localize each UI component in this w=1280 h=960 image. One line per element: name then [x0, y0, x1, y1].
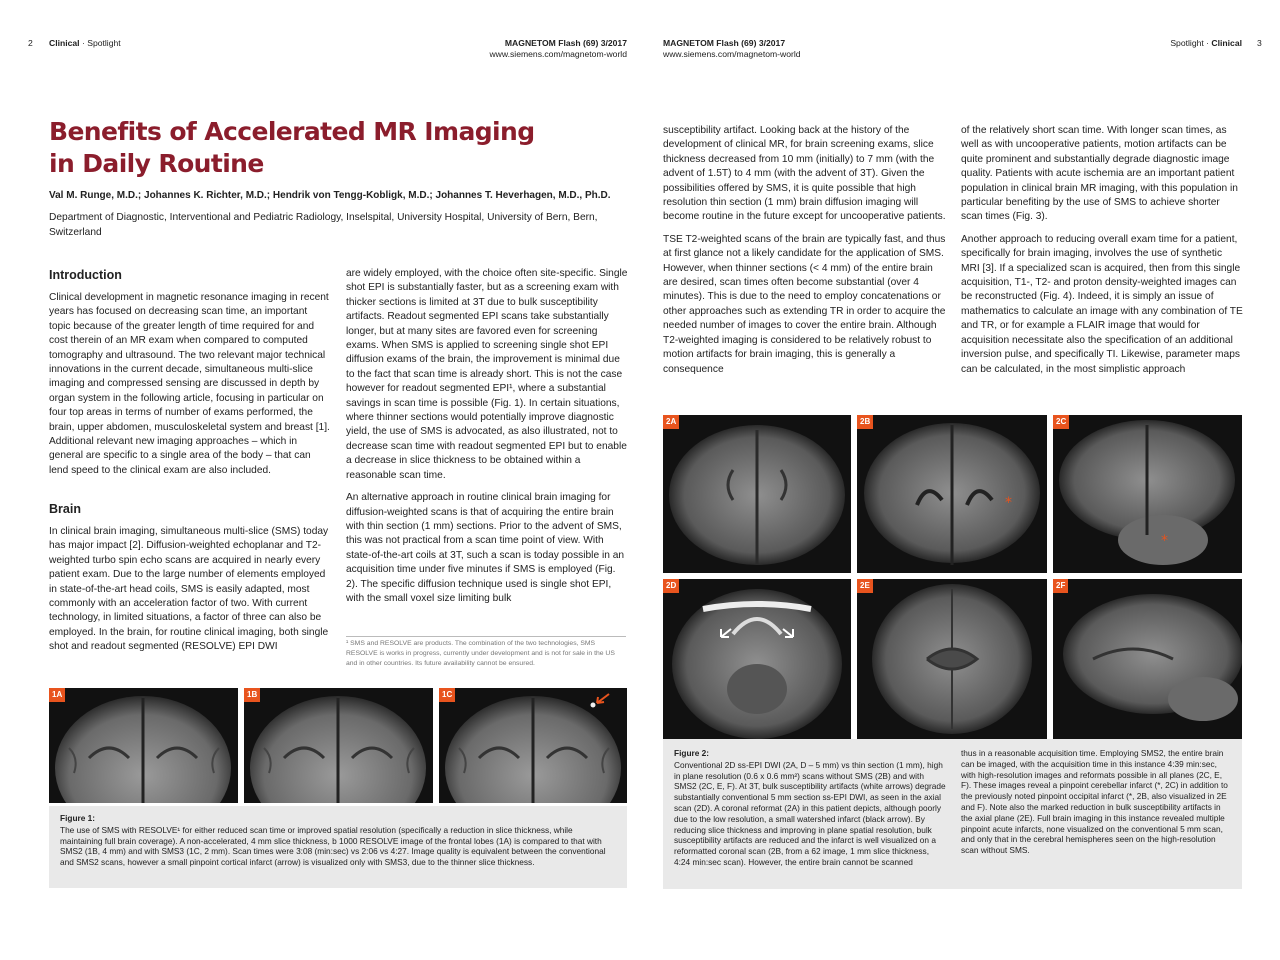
figure-2d-image — [663, 579, 851, 739]
magazine-title: MAGNETOM Flash (69) 3/2017 — [663, 38, 786, 48]
magazine-url[interactable]: www.siemens.com/magnetom-world — [489, 49, 627, 59]
figure-label: 2E — [857, 579, 873, 593]
section-clinical: Clinical — [49, 38, 80, 48]
figure-label: 2C — [1053, 415, 1069, 429]
section-spotlight: Spotlight — [1170, 38, 1204, 48]
figure-1b-image — [244, 688, 433, 803]
brain-paragraph: In clinical brain imaging, simultaneous multi-slice (SMS) today has major impact [2]. Diffusion-weighted echoplanar and T2-weighted turbo spin echo scans are acquired in nearly every patient exam. Due to the large number of elements employed in state-of-the-art head coils, SMS is easily adapted, most commonly with an acceleration factor of two. With current technology, in limited situations, a factor of three can also be employed. In the brain, for routine clinical imaging, both single shot and readout segmented (RESOLVE) EPI DWI — [49, 526, 329, 653]
article-title: Benefits of Accelerated MR Imaging in Daily Routine — [49, 117, 535, 178]
figure-label: 2D — [663, 579, 679, 593]
figure-2a-image — [663, 415, 851, 573]
left-magazine-info — [420, 38, 627, 60]
infarct-marker-icon: * — [1161, 533, 1168, 549]
brain-heading: Brain — [49, 502, 81, 516]
right-page-number: 3 — [1257, 38, 1262, 48]
article-authors: Val M. Runge, M.D.; Johannes K. Richter, M.D.; Hendrik von Tengg-Kobligk, M.D.; Johannes T. Heverhagen, M.D., Ph.D. — [49, 190, 611, 201]
figure-label: 1B — [244, 688, 260, 702]
figure-2c-image — [1053, 415, 1242, 573]
figure-label: 2A — [663, 415, 679, 429]
col4-paragraph-1: of the relatively short scan time. With longer scan times, as well as with uncooperative patients, motion artifacts can be quite prominent and substantially degrade diagnostic image quality. Patients with acute ischemia are an important patient population in clinical brain MR imaging, with this population in particular benefiting by the use of SMS to achieve shorter scan times (Fig. 3). — [961, 125, 1238, 223]
intro-heading: Introduction — [49, 268, 122, 282]
figure-2-caption-left: Figure 2: Conventional 2D ss-EPI DWI (2A, D – 5 mm) vs thin section (1 mm), high in plane resolution (0.6 x 0.6 mm²) scans without SMS (2B) and with SMS2 (2C, E, F). At 3T, bulk susceptibility artifacts (white arrows) degrade substantially conventional 5 mm section ss-EPI DWI, as seen in the axial scan (2D). A coronal reformat (2A) in this patient depicts, although poorly due to the low resolution, a small watershed infarct (black arrow). By reducing slice thickness and improving in plane spatial resolution, bulk susceptibility artifacts are reduced and the infarct is well visualized on a reformatted coronal scan (2B, from a 62 image, 1 mm slice thickness, 4:24 min:sec scan). However, the entire brain cannot be scanned — [674, 748, 946, 867]
col2-paragraph-2: An alternative approach in routine clinical brain imaging for diffusion-weighted scans is that of acquiring the entire brain with thin section (1 mm) sections. Prior to the advent of SMS, this was not practical from a scan time point of view. With state-of-the-art coils at 3T, such a scan is today possible in an acquisition time under five minutes if SMS is employed (Fig. 2). The specific diffusion technique used is single shot EPI, with the small voxel size limiting bulk — [346, 492, 625, 604]
left-section-label: Clinical · Spotlight — [49, 38, 121, 48]
figure-2e-image — [857, 579, 1047, 739]
figure-label: 1A — [49, 688, 65, 702]
intro-paragraph: Clinical development in magnetic resonance imaging in recent years has focused on decreasing scan time, an important topic because of the greater length of time required for and cost therein of an MR exam when compared to computed tomography and ultrasound. The two relevant major technical innovations in the current decade, simultaneous multi-slice imaging and compressed sensing are discussed in depth by organ system in the following article, focusing in particular on four top areas in terms of number of exams performed, the brain, upper abdomen, musculoskeletal system and breast [1]. Additional relevant new imaging approaches – which in general are specific to a single area of the body – that can lend speed to the clinical exam are also included. — [49, 292, 330, 476]
infarct-arrow-icon — [597, 694, 609, 703]
section-spotlight: Spotlight — [87, 38, 121, 48]
col3-paragraph-2: TSE T2-weighted scans of the brain are typically fast, and thus at first glance not a likely candidate for the application of SMS. However, when thinner sections (< 4 mm) of the entire brain are desired, scan times often become substantial (over 4 minutes). This is due to the need to employ concatenations or other approaches such as extending TR in order to acquire the needed number of images to cover the entire brain. Although T2-weighted imaging is considered to be relatively robust to motion artifacts for brain imaging, this is generally a consequence — [663, 233, 946, 375]
figure-label: 2F — [1053, 579, 1068, 593]
section-clinical: Clinical — [1211, 38, 1242, 48]
col2-paragraph-1: are widely employed, with the choice often site-specific. Single shot EPI is substantially faster, but as a screening exam with thicker sections is limited at 3T due to bulk susceptibility artifacts. Readout segmented EPI scans take substantially longer, but at many sites are favored even for screening exams. When SMS is applied to screening single shot EPI diffusion exams of the brain, the improvement is minimal due to the fact that scan time is already short. This is not the case however for readout segmented EPI¹, where a substantial savings in scan time is possible (Fig. 1). In certain situations, where thinner sections would potentially improve diagnostic yield, the use of SMS is advocated, as also illustrated, not to decrease scan time with readout segmented EPI but to enable a decrease in slice thickness to be obtained within a reasonable scan time. — [346, 268, 628, 481]
left-page-number: 2 — [28, 38, 33, 48]
col2-text — [346, 267, 628, 614]
figure-1-caption-box — [49, 806, 627, 888]
figure-2-caption-box — [663, 739, 1242, 889]
magazine-title: MAGNETOM Flash (69) 3/2017 — [504, 38, 627, 48]
magazine-url[interactable]: www.siemens.com/magnetom-world — [663, 49, 801, 59]
figure-1-caption: Figure 1: The use of SMS with RESOLVE¹ for either reduced scan time or improved spatial resolution (specifically a reduction in slice thickness, while maintaining full brain coverage). A non-accelerated, 4 mm slice thickness, b 1000 RESOLVE image of the frontal lobes (1A) is compared to that with SMS2 (1B, 4 mm) and with SMS3 (1C, 2 mm). Scan times were 3:08 (min:sec) vs 2:06 vs 4:27. Image quality is equivalent between the conventional and SMS2 scans, however a small pinpoint cortical infarct (arrow) is visualized only with SMS3, due to the thinner slice thickness. — [60, 813, 610, 868]
figure-label: 2B — [857, 415, 873, 429]
figure-1-caption-title: Figure 1: — [60, 813, 96, 823]
figure-2-caption-title: Figure 2: — [674, 748, 710, 758]
footnote: ¹ SMS and RESOLVE are products. The combination of the two technologies, SMS RESOLVE is works in progress, currently under development and is not for sale in the US and in other countries. Its future availability cannot be ensured. — [346, 636, 626, 669]
figure-label: 1C — [439, 688, 455, 702]
figure-2b-image — [857, 415, 1047, 573]
col4-text — [961, 124, 1243, 385]
col3-paragraph-1: susceptibility artifact. Looking back at the history of the development of clinical MR, for brain screening exams, slice thickness decreased from 10 mm (initially) to 7 mm (with the advent of 1.5T) to 4 mm (with the advent of 3T). Given the possibilities offered by SMS, it is quite possible that high resolution thin section (1 mm) brain diffusion imaging will become routine in the future except for uncooperative patients. — [663, 125, 946, 223]
infarct-marker-icon: * — [1005, 495, 1012, 511]
right-magazine-info — [663, 38, 883, 60]
figure-1a-image — [49, 688, 238, 803]
col3-text — [663, 124, 947, 385]
figure-2f-image — [1053, 579, 1242, 739]
article-affiliation: Department of Diagnostic, Interventional and Pediatric Radiology, Inselspital, University Hospital, University of Bern, Bern, Switzerland — [49, 212, 598, 238]
figure-1c-image — [439, 688, 627, 803]
figure-2-caption-right: thus in a reasonable acquisition time. Employing SMS2, the entire brain can be imaged, with the acquisition time in this instance 4:39 min:sec, with high-resolution images and reformats possible in all planes (2C, E, F). These images reveal a pinpoint cerebellar infarct (*, 2C) in addition to the previously noted pinpoint occipital infarct (*, 2B, also visualized in 2E and F). Note also the marked reduction in bulk susceptibility artifacts in the axial plane (2E). Full brain imaging in this instance revealed multiple pinpoint acute infarcts, none visualized on the conventional 5 mm scan, and only that in the cerebral hemispheres seen on the high-resolution scan without SMS. — [961, 748, 1228, 856]
right-section-label: Spotlight · Clinical — [1170, 38, 1242, 48]
col4-paragraph-2: Another approach to reducing overall exam time for a patient, specifically for brain imaging, involves the use of synthetic MRI [3]. If a specialized scan is acquired, then from this single acquisition, T1-, T2- and proton density-weighted images can be reconstructed (Fig. 4). Indeed, it is simply an issue of mathematics to calculate an image with any combination of TE and TR, or for example a FLAIR image that would for acquisition necessitate also the specification of an additional inversion pulse, and specifically TI. Likewise, parameter maps can be calculated, in the most simplistic approach — [961, 233, 1243, 375]
